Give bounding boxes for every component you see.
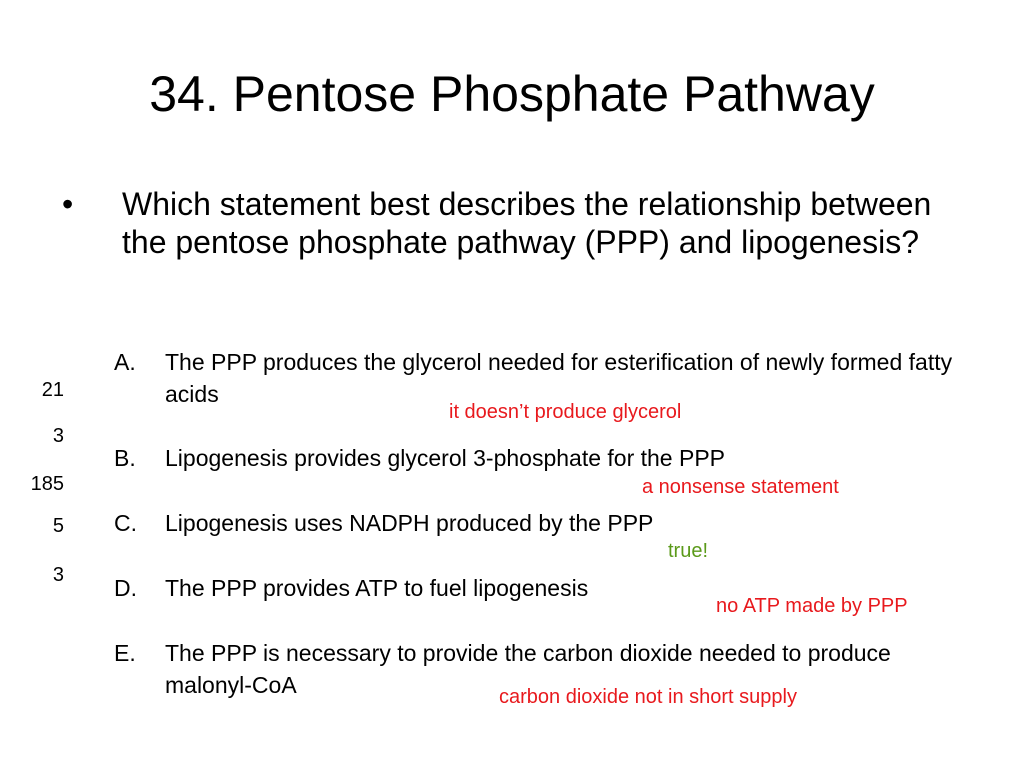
option-letter: C. bbox=[114, 510, 137, 536]
option-b-annotation: a nonsense statement bbox=[642, 476, 839, 498]
option-text: Lipogenesis uses NADPH produced by the PPP bbox=[165, 510, 654, 536]
option-e-annotation: carbon dioxide not in short supply bbox=[499, 686, 797, 708]
option-text: The PPP provides ATP to fuel lipogenesis bbox=[165, 575, 589, 601]
response-count-c: 185 bbox=[30, 473, 64, 495]
slide-title: 34. Pentose Phosphate Pathway bbox=[149, 66, 875, 122]
option-text: The PPP produces the glycerol needed for esterification of newly formed fatty acids bbox=[165, 349, 953, 407]
response-count-b: 3 bbox=[52, 425, 64, 447]
bullet-marker: • bbox=[62, 186, 74, 222]
response-count-e: 3 bbox=[52, 564, 64, 586]
response-count-a: 21 bbox=[41, 379, 64, 401]
option-c-annotation: true! bbox=[668, 540, 709, 562]
option-letter: A. bbox=[114, 349, 136, 375]
option-d-annotation: no ATP made by PPP bbox=[716, 595, 908, 617]
option-letter: D. bbox=[114, 575, 137, 601]
response-count-d: 5 bbox=[52, 515, 64, 537]
option-letter: E. bbox=[114, 640, 136, 666]
option-text: The PPP is necessary to provide the carbon dioxide needed to produce malonyl-CoA bbox=[165, 640, 891, 698]
option-a-annotation: it doesn’t produce glycerol bbox=[449, 401, 682, 423]
option-text: Lipogenesis provides glycerol 3-phosphate for the PPP bbox=[165, 445, 726, 471]
question-text: Which statement best describes the relationship between the pentose phosphate pathway (PPP) and lipogenesis? bbox=[122, 186, 932, 260]
option-letter: B. bbox=[114, 445, 136, 471]
